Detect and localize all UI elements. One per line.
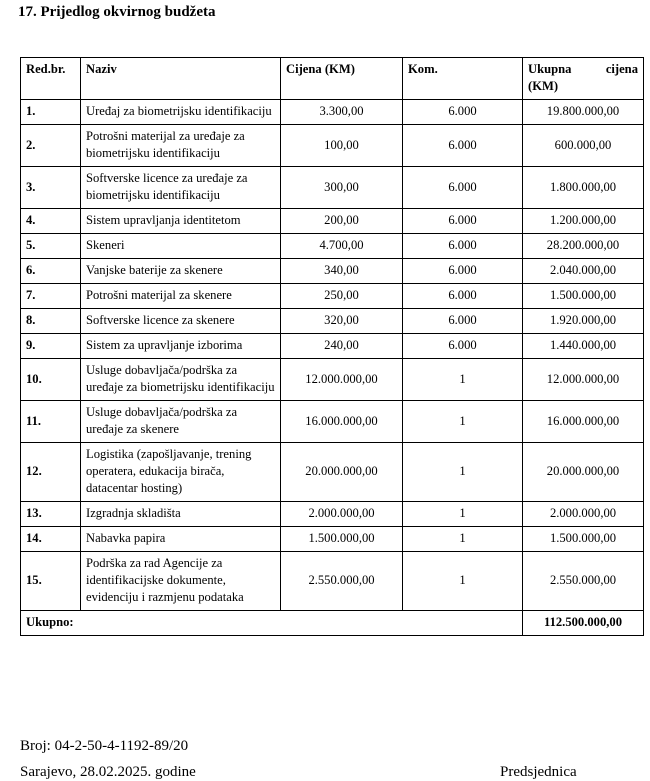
table-row (21, 552, 644, 611)
row-quantity: 6.000 (403, 167, 523, 209)
row-quantity: 6.000 (403, 209, 523, 234)
row-name: Uređaj za biometrijsku identifikaciju (81, 100, 281, 125)
place-date: Sarajevo, 28.02.2025. godine (20, 764, 196, 780)
table-row (21, 125, 644, 167)
table-header-row (21, 58, 644, 100)
row-total: 16.000.000,00 (523, 401, 644, 443)
table-row (21, 259, 644, 284)
total-value: 112.500.000,00 (523, 611, 644, 636)
row-price: 4.700,00 (281, 234, 403, 259)
header-total (523, 58, 644, 100)
row-total: 1.500.000,00 (523, 527, 644, 552)
row-name: Vanjske baterije za skenere (81, 259, 281, 284)
row-name: Sistem upravljanja identitetom (81, 209, 281, 234)
row-number: 12. (21, 443, 81, 502)
row-quantity: 1 (403, 401, 523, 443)
row-total: 1.200.000,00 (523, 209, 644, 234)
total-row (21, 611, 644, 636)
row-total: 2.040.000,00 (523, 259, 644, 284)
row-price: 12.000.000,00 (281, 359, 403, 401)
row-number: 1. (21, 100, 81, 125)
row-name: Sistem za upravljanje izborima (81, 334, 281, 359)
row-price: 20.000.000,00 (281, 443, 403, 502)
row-quantity: 6.000 (403, 100, 523, 125)
table-row (21, 401, 644, 443)
total-label: Ukupno: (21, 611, 523, 636)
header-no: Red.br. (21, 58, 81, 100)
row-quantity: 6.000 (403, 284, 523, 309)
row-price: 16.000.000,00 (281, 401, 403, 443)
row-price: 100,00 (281, 125, 403, 167)
table-row (21, 359, 644, 401)
row-total: 1.800.000,00 (523, 167, 644, 209)
row-price: 320,00 (281, 309, 403, 334)
header-qty: Kom. (403, 58, 523, 100)
row-total: 2.000.000,00 (523, 502, 644, 527)
table-row (21, 443, 644, 502)
document-number: Broj: 04-2-50-4-1192-89/20 (20, 738, 189, 754)
row-total: 2.550.000,00 (523, 552, 644, 611)
row-number: 6. (21, 259, 81, 284)
row-price: 300,00 (281, 167, 403, 209)
row-price: 240,00 (281, 334, 403, 359)
row-number: 9. (21, 334, 81, 359)
signature-title: Predsjednica (500, 764, 577, 780)
row-name: Izgradnja skladišta (81, 502, 281, 527)
row-name: Nabavka papira (81, 527, 281, 552)
row-name: Logistika (zapošljavanje, trening operatera, edukacija birača, datacentar hosting) (81, 443, 281, 502)
row-quantity: 6.000 (403, 309, 523, 334)
row-price: 3.300,00 (281, 100, 403, 125)
table-row (21, 167, 644, 209)
row-name: Potrošni materijal za skenere (81, 284, 281, 309)
row-name: Softverske licence za skenere (81, 309, 281, 334)
table-row (21, 100, 644, 125)
row-name: Usluge dobavljača/podrška za uređaje za skenere (81, 401, 281, 443)
table-row (21, 309, 644, 334)
row-quantity: 1 (403, 527, 523, 552)
row-number: 11. (21, 401, 81, 443)
row-number: 10. (21, 359, 81, 401)
row-total: 1.920.000,00 (523, 309, 644, 334)
row-number: 13. (21, 502, 81, 527)
row-total: 28.200.000,00 (523, 234, 644, 259)
section-title: 17. Prijedlog okvirnog budžeta (18, 4, 216, 20)
row-name: Skeneri (81, 234, 281, 259)
row-name: Podrška za rad Agencije za identifikacijske dokumente, evidenciju i razmjenu podataka (81, 552, 281, 611)
row-price: 1.500.000,00 (281, 527, 403, 552)
header-name: Naziv (81, 58, 281, 100)
row-quantity: 6.000 (403, 334, 523, 359)
table-row (21, 527, 644, 552)
table-row (21, 234, 644, 259)
row-number: 2. (21, 125, 81, 167)
row-total: 600.000,00 (523, 125, 644, 167)
row-price: 250,00 (281, 284, 403, 309)
row-number: 5. (21, 234, 81, 259)
table-row (21, 502, 644, 527)
table-row (21, 209, 644, 234)
header-total-word-a: Ukupna (528, 62, 572, 76)
row-name: Softverske licence za uređaje za biometrijsku identifikaciju (81, 167, 281, 209)
row-total: 19.800.000,00 (523, 100, 644, 125)
row-price: 2.000.000,00 (281, 502, 403, 527)
row-number: 15. (21, 552, 81, 611)
row-quantity: 1 (403, 443, 523, 502)
row-quantity: 1 (403, 359, 523, 401)
table-row (21, 334, 644, 359)
budget-table (20, 57, 644, 636)
row-number: 4. (21, 209, 81, 234)
row-name: Potrošni materijal za uređaje za biometrijsku identifikaciju (81, 125, 281, 167)
row-quantity: 1 (403, 502, 523, 527)
row-quantity: 6.000 (403, 259, 523, 284)
row-quantity: 1 (403, 552, 523, 611)
row-total: 1.500.000,00 (523, 284, 644, 309)
row-number: 7. (21, 284, 81, 309)
row-number: 3. (21, 167, 81, 209)
row-price: 340,00 (281, 259, 403, 284)
row-quantity: 6.000 (403, 234, 523, 259)
header-price: Cijena (KM) (281, 58, 403, 100)
row-name: Usluge dobavljača/podrška za uređaje za biometrijsku identifikaciju (81, 359, 281, 401)
row-price: 2.550.000,00 (281, 552, 403, 611)
row-number: 8. (21, 309, 81, 334)
table-row (21, 284, 644, 309)
header-total-unit: (KM) (528, 79, 559, 93)
row-total: 20.000.000,00 (523, 443, 644, 502)
row-total: 12.000.000,00 (523, 359, 644, 401)
row-quantity: 6.000 (403, 125, 523, 167)
row-price: 200,00 (281, 209, 403, 234)
row-number: 14. (21, 527, 81, 552)
header-total-word-b: cijena (605, 62, 638, 76)
row-total: 1.440.000,00 (523, 334, 644, 359)
